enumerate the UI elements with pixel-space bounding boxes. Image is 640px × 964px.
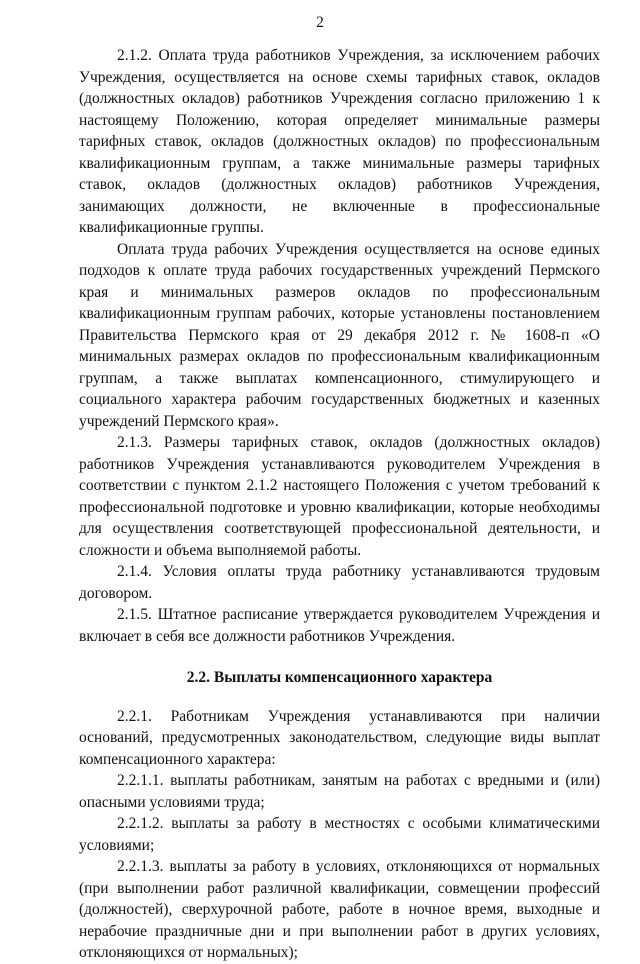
paragraph-2-1-5: 2.1.5. Штатное расписание утверждается руководителем Учреждения и включает в себя все должности работников Учреждения.: [79, 606, 600, 645]
paragraph-2-2-1-3: 2.2.1.3. выплаты за работу в условиях, отклоняющихся от нормальных (при выполнении работ различной квалификации, совмещении профессий (должностей), сверхурочной работе, работе в ночное время, выходные и нерабочие праздничные дни и при выполнении работ в других условиях, отклоняющихся от нормальных);: [79, 858, 600, 961]
paragraph-workers-pay: Оплата труда рабочих Учреждения осуществляется на основе единых подходов к оплате труда рабочих государственных учреждений Пермского края и минимальных размеров окладов по профессиональным квалификационным группам рабочих, которые установлены постановлением Правительства Пермского края от 29 декабря 2012 г. № 1608-п «О минимальных размерах окладов по профессиональным квалификационным группам, а также выплатах компенсационного, стимулирующего и социального характера рабочим государственных бюджетных и казенных учреждений Пермского края».: [79, 240, 600, 430]
paragraph-2-2-1: 2.2.1. Работникам Учреждения устанавливаются при наличии оснований, предусмотренных законодательством, следующие виды выплат компенсационного характера:: [79, 707, 600, 768]
document-body: [79, 45, 600, 964]
paragraph-2-1-2: 2.1.2. Оплата труда работников Учреждения, за исключением рабочих Учреждения, осуществляется на основе схемы тарифных ставок, окладов (должностных окладов) работников Учреждения согласно приложению 1 к настоящему Положению, которая определяет минимальные размеры тарифных ставок, окладов (должностных окладов) по профессиональным квалификационным группам, а также минимальные размеры тарифных ставок, окладов (должностных окладов) работников Учреждения, занимающих должности, не включенные в профессиональные квалификационные группы.: [79, 47, 600, 236]
paragraph-2-1-3: 2.1.3. Размеры тарифных ставок, окладов (должностных окладов) работников Учреждения устанавливаются руководителем Учреждения в соответствии с пунктом 2.1.2 настоящего Положения с учетом требований к профессиональной подготовке и уровню квалификации, которые необходимы для осуществления соответствующей профессиональной деятельности, и сложности и объема выполняемой работы.: [79, 434, 600, 559]
page-number: 2: [316, 14, 324, 31]
paragraph-2-2-1-2: 2.2.1.2. выплаты за работу в местностях с особыми климатическими условиями;: [79, 815, 600, 854]
section-heading: 2.2. Выплаты компенсационного характера: [186, 669, 493, 686]
paragraph-2-2-1-1: 2.2.1.1. выплаты работникам, занятым на работах с вредными и (или) опасными условиями труда;: [79, 772, 600, 811]
paragraph-2-1-4: 2.1.4. Условия оплаты труда работнику устанавливаются трудовым договором.: [79, 563, 600, 602]
